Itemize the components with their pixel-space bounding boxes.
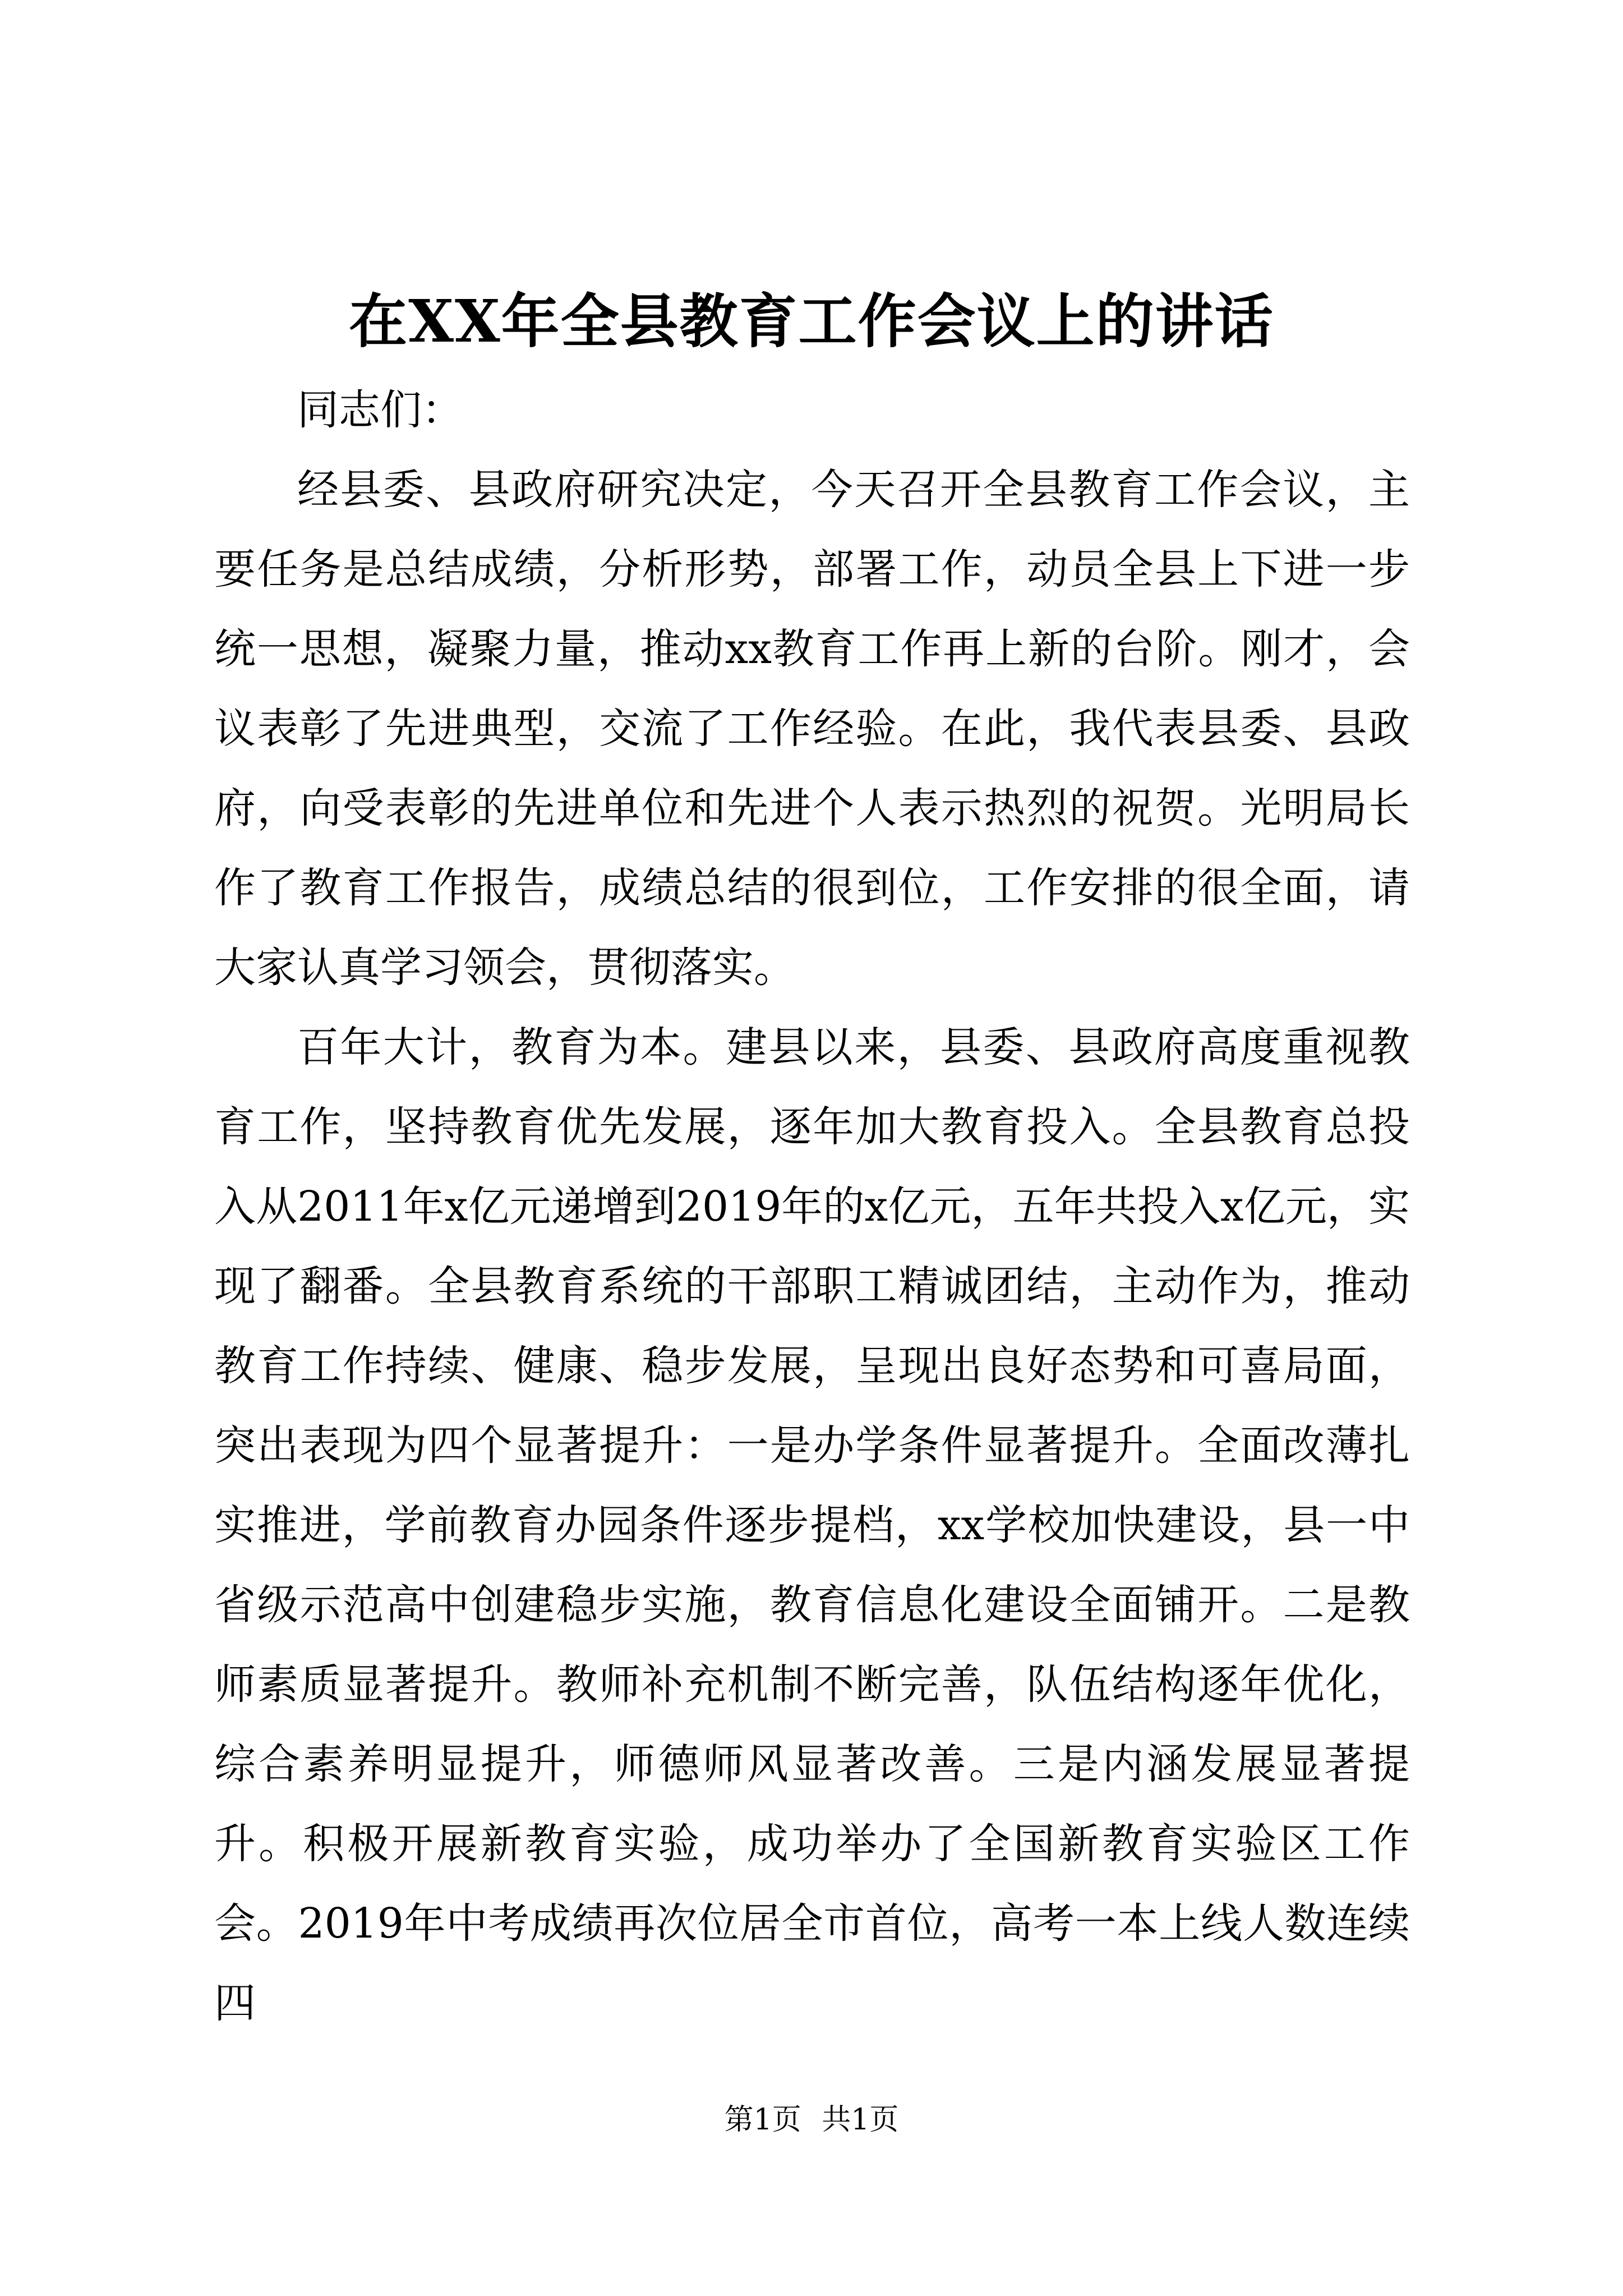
salutation: 同志们： [297, 386, 463, 434]
page-total: 共1页 [822, 2103, 899, 2137]
page-number: 第1页 [724, 2103, 801, 2137]
page-footer [0, 2100, 1623, 2139]
document-body [214, 370, 1410, 2043]
paragraph-1: 经县委、县政府研究决定，今天召开全县教育工作会议，主要任务是总结成绩，分析形势，部署工作，动员全县上下进一步统一思想，凝聚力量，推动xx教育工作再上新的台阶。刚才，会议表彰了先进典型，交流了工作经验。在此，我代表县委、县政府，向受表彰的先进单位和先进个人表示热烈的祝贺。光明局长作了教育工作报告，成绩总结的很到位，工作安排的很全面，请大家认真学习领会，贯彻落实。 [214, 466, 1410, 992]
document-title: 在XX年全县教育工作会议上的讲话 [349, 287, 1274, 356]
paragraph-2: 百年大计，教育为本。建县以来，县委、县政府高度重视教育工作，坚持教育优先发展，逐年加大教育投入。全县教育总投入从2011年x亿元递增到2019年的x亿元，五年共投入x亿元，实现了翻番。全县教育系统的干部职工精诚团结，主动作为，推动教育工作持续、健康、稳步发展，呈现出良好态势和可喜局面，突出表现为四个显著提升：一是办学条件显著提升。全面改薄扎实推进，学前教育办园条件逐步提档，xx学校加快建设，县一中省级示范高中创建稳步实施，教育信息化建设全面铺开。二是教师素质显著提升。教师补充机制不断完善，队伍结构逐年优化，综合素养明显提升，师德师风显著改善。三是内涵发展显著提升。积极开展新教育实验，成功举办了全国新教育实验区工作会。2019年中考成绩再次位居全市首位，高考一本上线人数连续四 [214, 1023, 1410, 2027]
